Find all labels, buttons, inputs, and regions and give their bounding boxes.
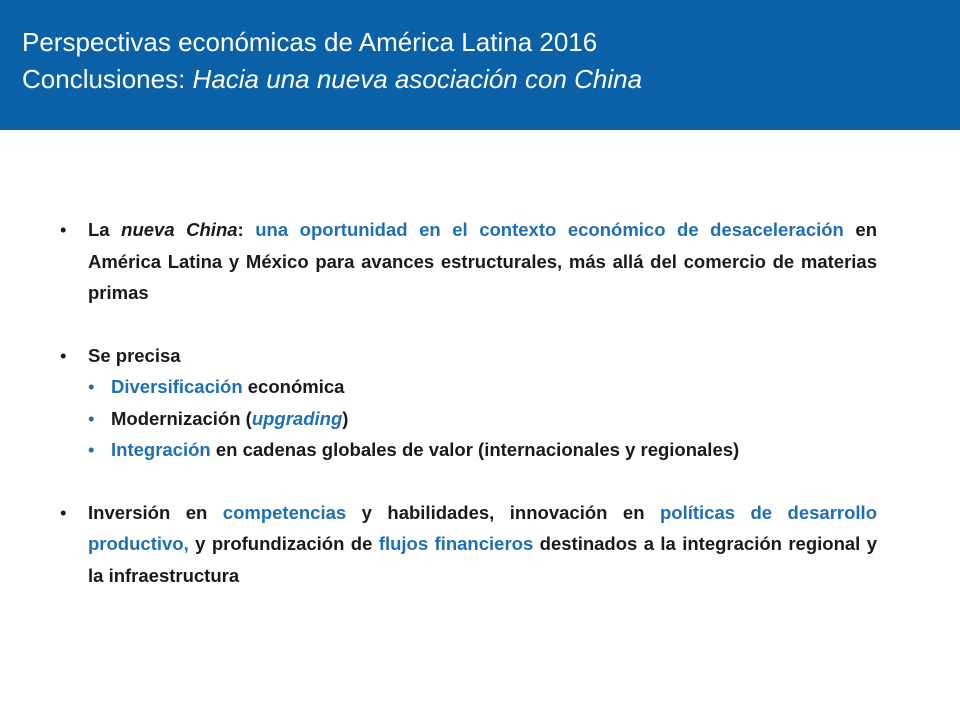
slide-title: Perspectivas económicas de América Latina 2016 (22, 27, 598, 57)
text-segment: La (88, 219, 122, 240)
bullet-dot: • (88, 439, 95, 460)
text-highlight: Diversificación (111, 376, 243, 397)
slide-subtitle (22, 63, 642, 95)
text-highlight: flujos financieros (378, 533, 534, 554)
text-segment: : (237, 219, 256, 240)
sub-bullet-integracion (88, 434, 877, 466)
bullet-inversion (60, 497, 877, 592)
title-bar (0, 0, 960, 130)
bullet-dot: • (88, 376, 95, 397)
bullet-se-precisa (60, 340, 877, 372)
subtitle-prefix: Conclusiones: (22, 64, 193, 94)
text-italic: nueva China (121, 219, 238, 240)
subtitle-italic: Hacia una nueva asociación con China (192, 64, 643, 94)
text-highlight: una oportunidad en el contexto económico de desaceleración (255, 219, 844, 240)
bullet-nueva-china (60, 214, 877, 309)
text-segment: y profundización de (188, 533, 379, 554)
bullet-dot: • (60, 344, 67, 366)
text-segment: ) (342, 407, 349, 429)
sub-bullet-modernizacion (88, 403, 877, 435)
text-segment: destinados a la integración regional y la infraestructura (88, 533, 878, 586)
bullet-dot: • (60, 219, 67, 240)
bullet-dot: • (60, 501, 67, 523)
text-segment: Inversión en (88, 501, 223, 523)
text-segment: y habilidades, innovación en (346, 501, 660, 523)
text-segment: económica (242, 376, 345, 397)
bullet-dot: • (88, 407, 95, 429)
text-highlight: upgrading (251, 407, 343, 429)
text-highlight: políticas de desarrollo productivo, (88, 501, 877, 554)
text-segment: Modernización ( (111, 407, 252, 429)
text-segment: en cadenas globales de valor (internacionales y regionales) (210, 439, 740, 460)
text-highlight: Integración (111, 439, 211, 460)
text-segment: en América Latina y México para avances estructurales, más allá del comercio de materias primas (88, 219, 878, 303)
bullet-list (60, 214, 877, 591)
sub-bullet-diversificacion (88, 371, 877, 403)
text-segment: Se precisa (88, 344, 181, 366)
text-highlight: competencias (222, 501, 347, 523)
